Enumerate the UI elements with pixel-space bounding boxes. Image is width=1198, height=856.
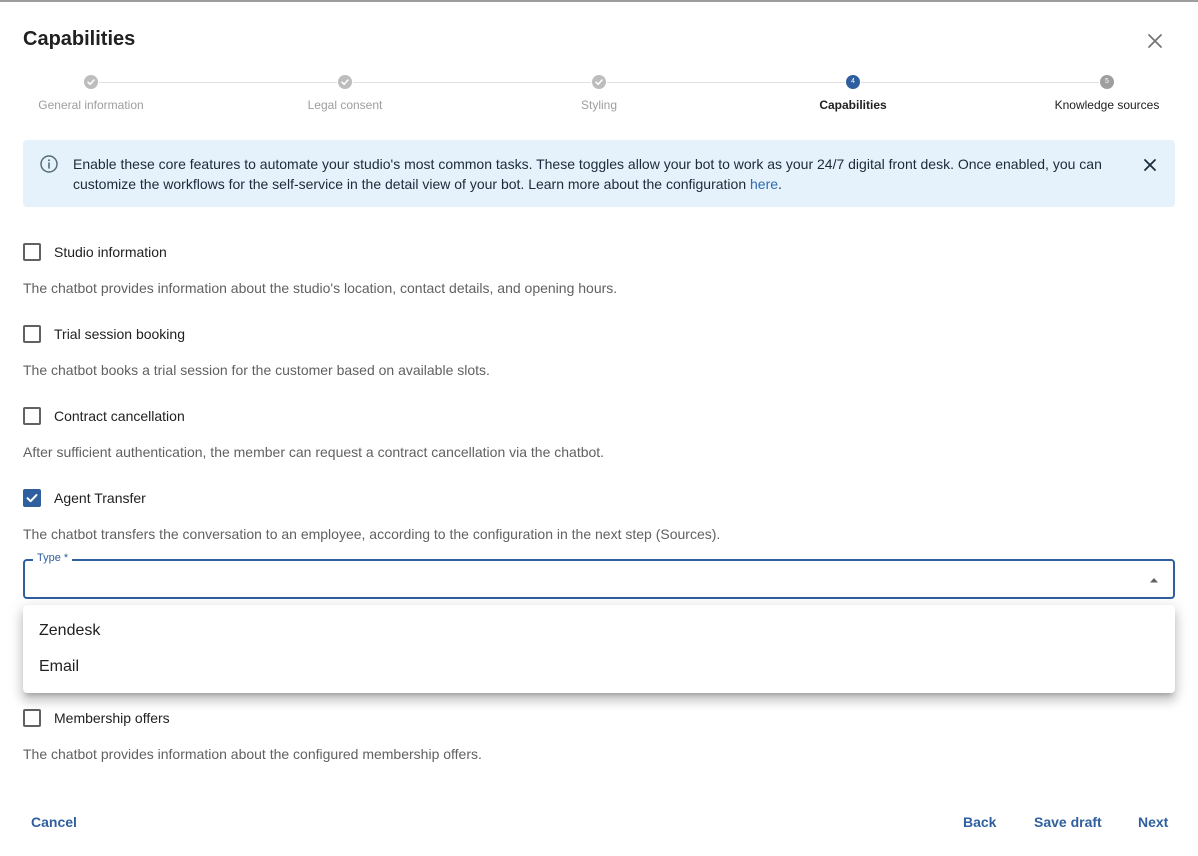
cancel-button[interactable]: Cancel [31,814,77,830]
check-icon [338,75,352,89]
capability-description: The chatbot provides information about the configured membership offers. [23,746,482,762]
step-capabilities[interactable] [773,74,933,112]
capability-agent-transfer[interactable] [23,488,146,508]
step-label: Styling [580,98,618,112]
agent-transfer-checkbox[interactable] [23,489,41,507]
capability-description: The chatbot transfers the conversation to an employee, according to the configuration in the next step (Sources). [23,526,721,542]
close-icon [1143,29,1167,53]
close-dialog-button[interactable] [1143,29,1167,53]
check-icon [592,75,606,89]
step-label: Knowledge sources [1054,98,1160,112]
check-icon [84,75,98,89]
banner-message: Enable these core features to automate your studio's most common tasks. These toggles allow your bot to work as your 24/7 digital front desk. Once enabled, you can customize the workflows for the self-service in the detail view of your bot. Learn more about the configuration [73,156,1102,192]
checkmark-icon [25,491,39,505]
step-number-badge: 5 [1100,75,1114,89]
save-draft-button[interactable]: Save draft [1034,814,1102,830]
option-zendesk[interactable]: Zendesk [39,622,101,639]
banner-text [73,154,1133,194]
capability-trial-session-booking[interactable] [23,324,185,344]
trial-session-booking-checkbox[interactable] [23,325,41,343]
transfer-type-select[interactable] [23,552,1175,599]
membership-offers-checkbox[interactable] [23,709,41,727]
step-label: Legal consent [307,98,383,112]
info-icon [39,154,59,174]
capability-label: Trial session booking [54,326,185,342]
dialog-title: Capabilities [23,28,136,50]
step-label: General information [38,98,144,112]
transfer-type-menu [23,605,1175,693]
next-button[interactable]: Next [1138,814,1169,830]
capability-label: Studio information [54,244,167,260]
step-legal-consent[interactable] [265,74,425,112]
capability-membership-offers[interactable] [23,708,170,728]
wizard-stepper [0,74,1198,118]
step-label: Capabilities [819,98,887,112]
info-banner [23,140,1175,207]
step-number-badge: 4 [846,75,860,89]
capabilities-dialog [0,2,1198,856]
banner-link-suffix: . [778,176,782,192]
studio-information-checkbox[interactable] [23,243,41,261]
step-knowledge-sources[interactable] [1027,74,1187,112]
banner-learn-more-link[interactable]: here [750,176,779,192]
capability-description: The chatbot provides information about the studio's location, contact details, and opening hours. [23,280,618,296]
capability-description: After sufficient authentication, the member can request a contract cancellation via the chatbot. [23,444,605,460]
option-email[interactable]: Email [39,658,80,675]
close-icon [1141,156,1159,174]
contract-cancellation-checkbox[interactable] [23,407,41,425]
capability-contract-cancellation[interactable] [23,406,185,426]
step-general-information[interactable] [11,74,171,112]
transfer-type-label: Type * [33,552,72,564]
capability-description: The chatbot books a trial session for the customer based on available slots. [23,362,490,378]
capability-label: Agent Transfer [54,490,146,506]
step-styling[interactable] [519,74,679,112]
capability-label: Membership offers [54,710,170,726]
back-button[interactable]: Back [963,814,997,830]
caret-up-icon [1149,577,1159,583]
dismiss-banner-button[interactable] [1141,156,1159,174]
capability-label: Contract cancellation [54,408,185,424]
capability-studio-information[interactable] [23,242,167,262]
